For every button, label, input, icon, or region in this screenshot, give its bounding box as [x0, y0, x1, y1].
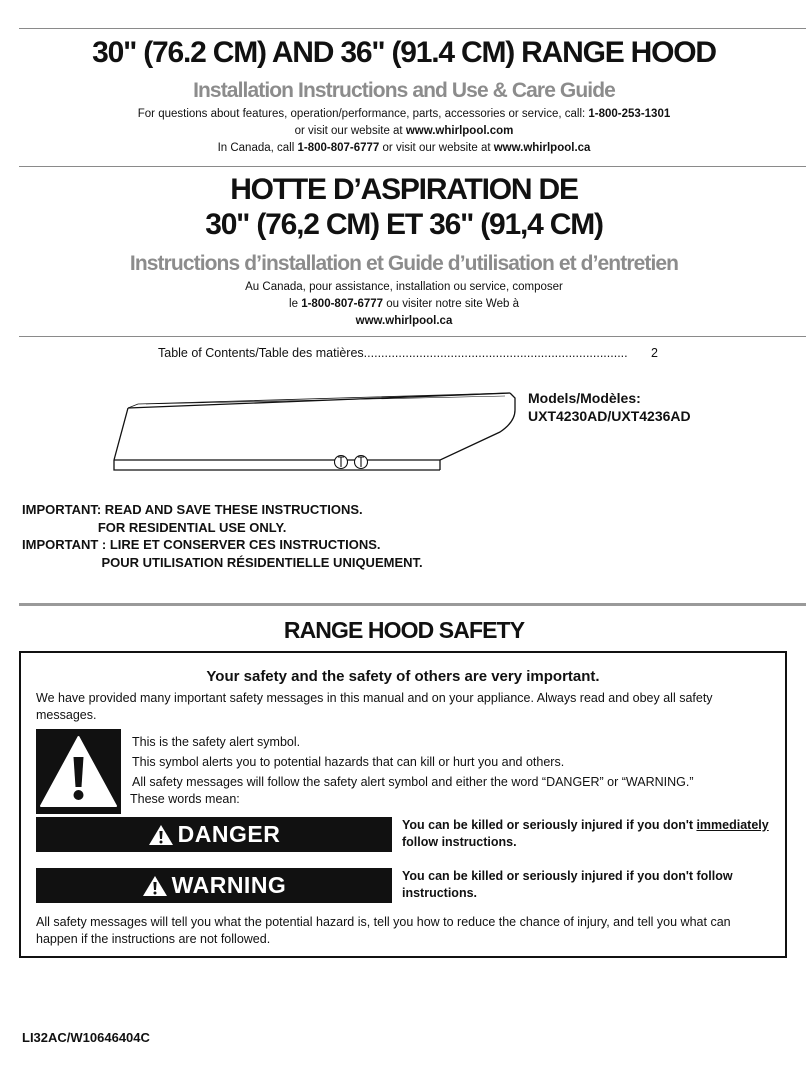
top-rule: [19, 28, 806, 29]
important-line-4: POUR UTILISATION RÉSIDENTIELLE UNIQUEMENT.: [22, 554, 423, 570]
contact-us-web-link[interactable]: www.whirlpool.com: [405, 125, 514, 137]
important-notice: [22, 501, 423, 571]
contact-canada: [0, 140, 808, 157]
contact-fr-web-link[interactable]: www.whirlpool.ca: [355, 315, 453, 327]
alert-line-4: These words mean:: [130, 792, 240, 806]
title-en: 30" (76.2 CM) AND 36" (91.4 CM) RANGE HOOD: [92, 36, 716, 69]
toc-entry[interactable]: [158, 346, 658, 360]
models-label: Models/Modèles:: [528, 390, 641, 406]
warning-alert-icon: [142, 875, 168, 897]
warning-label: WARNING: [171, 872, 287, 898]
danger-text-prefix: You can be killed or seriously injured if you don't: [402, 818, 697, 832]
title-fr-line1: HOTTE D’ASPIRATION DE: [230, 173, 578, 206]
safety-headline: Your safety and the safety of others are very important.: [206, 668, 600, 685]
model-numbers: UXT4230AD/UXT4236AD: [528, 408, 691, 424]
important-line-2: FOR RESIDENTIAL USE ONLY.: [22, 519, 287, 535]
title-fr-line2: 30" (76,2 CM) ET 36" (91,4 CM): [205, 208, 603, 241]
subtitle-en: Installation Instructions and Use & Care Guide: [193, 79, 615, 102]
safety-alert-triangle-icon: [36, 729, 121, 814]
contact-fr: [0, 279, 808, 330]
contact-fr-line1: Au Canada, pour assistance, installation ou service, composer: [245, 281, 563, 293]
contact-us-phone: 1-800-253-1301: [588, 108, 671, 120]
models: [528, 389, 691, 425]
important-line-1: IMPORTANT: READ AND SAVE THESE INSTRUCTIONS.: [22, 502, 363, 517]
safety-box: [19, 651, 787, 958]
contact-ca-prefix: In Canada, call: [217, 142, 298, 154]
contact-us-prefix: For questions about features, operation/performance, parts, accessories or service, call:: [137, 108, 589, 120]
alert-line-1: This is the safety alert symbol.: [132, 735, 301, 749]
toc-page: 2: [651, 346, 658, 360]
safety-closing: All safety messages will tell you what the potential hazard is, tell you how to reduce the chance of injury, and tell you what can happen if the instructions are not followed.: [36, 915, 731, 946]
contact-ca-phone: 1-800-807-6777: [297, 142, 380, 154]
danger-label: DANGER: [177, 821, 281, 847]
toc-label: Table of Contents/Table des matières: [158, 346, 364, 360]
contact-fr-phone: 1-800-807-6777: [301, 298, 384, 310]
contact-fr-suffix: ou visiter notre site Web à: [383, 298, 519, 310]
contact-ca-web-link[interactable]: www.whirlpool.ca: [493, 142, 591, 154]
warning-text: You can be killed or seriously injured if you don't follow instructions.: [402, 869, 733, 900]
range-hood-illustration: [110, 388, 520, 478]
rule-2: [19, 166, 806, 167]
toc-leader: ............................................................................: [363, 346, 628, 360]
danger-text-underlined: immediately: [696, 818, 769, 832]
contact-fr-prefix: le: [289, 298, 302, 310]
warning-signal: [36, 868, 392, 903]
danger-text-suffix: follow instructions.: [402, 835, 517, 849]
subtitle-fr: Instructions d’installation et Guide d’utilisation et d’entretien: [129, 252, 679, 275]
contact-ca-mid: or visit our website at: [379, 142, 494, 154]
section-title: RANGE HOOD SAFETY: [283, 617, 525, 643]
document-code: LI32AC/W10646404C: [22, 1030, 150, 1045]
danger-alert-icon: [148, 824, 174, 846]
safety-intro: We have provided many important safety messages in this manual and on your appliance. Always read and obey all safety messages.: [36, 691, 713, 722]
contact-us-web-prefix: or visit our website at: [294, 125, 406, 137]
rule-3: [19, 336, 806, 337]
important-line-3: IMPORTANT : LIRE ET CONSERVER CES INSTRUCTIONS.: [22, 537, 381, 552]
danger-signal: [36, 817, 392, 852]
danger-text: [402, 817, 782, 851]
alert-line-3: All safety messages will follow the safety alert symbol and either the word “DANGER” or “WARNING.”: [132, 775, 694, 789]
section-rule: [19, 603, 806, 606]
alert-line-2: This symbol alerts you to potential hazards that can kill or hurt you and others.: [132, 755, 565, 769]
contact-us: [0, 106, 808, 140]
